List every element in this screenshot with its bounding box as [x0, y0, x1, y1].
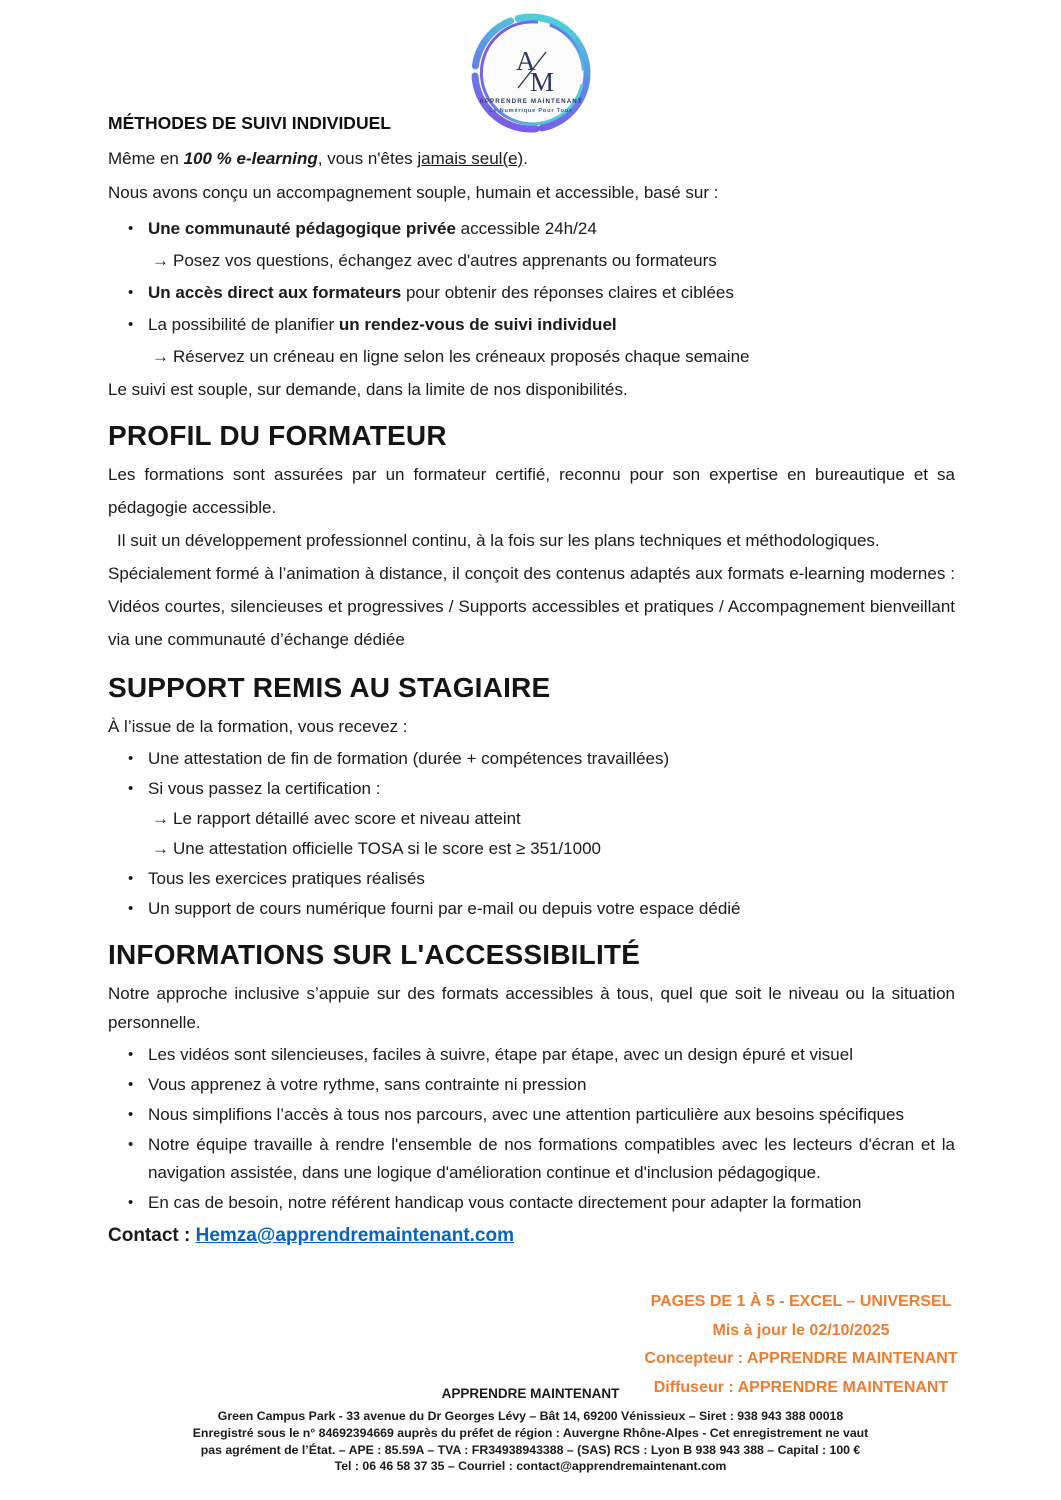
- suivi-intro-pre: Même en: [108, 149, 184, 168]
- bullet-icon: •: [128, 1106, 134, 1123]
- meta-diffuseur-line: Diffuseur : APPRENDRE MAINTENANT: [653, 1378, 949, 1396]
- suivi-b3-arrow-text: Réservez un créneau en ligne selon les créneaux proposés chaque semaine: [173, 347, 750, 366]
- list-item: [108, 310, 955, 339]
- list-item: [108, 745, 955, 773]
- support-b2-arrow2-text: Une attestation officielle TOSA si le score est ≥ 351/1000: [173, 839, 601, 858]
- suivi-b1-arrow-text: Posez vos questions, échangez avec d'autres apprenants ou formateurs: [173, 251, 717, 270]
- bullet-icon: •: [128, 780, 134, 797]
- bullet-icon: •: [128, 1194, 134, 1211]
- support-intro: À l’issue de la formation, vous recevez :: [108, 717, 408, 736]
- footer-contact-line: Tel : 06 46 58 37 35 – Courriel : contact@apprendremaintenant.com: [334, 1459, 727, 1474]
- list-item: [108, 1189, 955, 1217]
- suivi-b1-bold: Une communauté pédagogique privée: [148, 219, 456, 238]
- support-bullet-list: [108, 745, 955, 923]
- bullet-icon: •: [128, 750, 134, 767]
- bullet-icon: •: [128, 316, 134, 333]
- suivi-intro-emphasis: 100 % e-learning: [183, 149, 318, 168]
- bullet-icon: •: [128, 900, 134, 917]
- suivi-outro: Le suivi est souple, sur demande, dans la limite de nos disponibilités.: [108, 380, 628, 399]
- footer-registration-line: Enregistré sous le n° 84692394669 auprès du préfet de région : Auvergne Rhône-Alpes - Cet enregistrement ne vaut: [192, 1425, 869, 1440]
- list-subitem: [108, 835, 955, 863]
- meta-updated-line: Mis à jour le 02/10/2025: [712, 1321, 890, 1339]
- suivi-b3-bold: un rendez-vous de suivi individuel: [338, 315, 617, 334]
- brand-logo: [468, 10, 594, 136]
- access-bullet-list: [108, 1041, 955, 1217]
- logo-letter-a: A: [515, 46, 535, 76]
- contact-email-link[interactable]: Hemza@apprendremaintenant.com: [195, 1225, 514, 1246]
- access-intro: Notre approche inclusive s’appuie sur des formats accessibles à tous, quel que soit le niveau ou la situation personnelle.: [108, 984, 955, 1032]
- section-title-accessibilite: INFORMATIONS SUR L'ACCESSIBILITÉ: [108, 939, 641, 970]
- document-meta-block: [640, 1288, 962, 1402]
- page-footer: [0, 1386, 1061, 1475]
- support-b2-text: Si vous passez la certification :: [148, 779, 381, 798]
- bullet-icon: •: [128, 284, 134, 301]
- suivi-intro-line: [108, 142, 955, 176]
- arrow-right-icon: →: [152, 251, 169, 270]
- access-b5-text: En cas de besoin, notre référent handicap vous contacte directement pour adapter la formation: [148, 1193, 862, 1212]
- access-b4-text: Notre équipe travaille à rendre l'ensemble de nos formations compatibles avec les lecteurs d'écran et la navigation assistée, dans une logique d'amélioration continue et d'inclusion pédagogique.: [148, 1135, 955, 1182]
- list-item: [108, 1101, 955, 1129]
- logo-name: APPRENDRE MAINTENANT: [478, 98, 583, 105]
- support-b1-text: Une attestation de fin de formation (durée + compétences travaillées): [148, 749, 670, 768]
- list-item: [108, 895, 955, 923]
- contact-line: [108, 1223, 955, 1249]
- logo-tagline: Le Numérique Pour Tous: [488, 108, 573, 114]
- access-b2-text: Vous apprenez à votre rythme, sans contrainte ni pression: [148, 1075, 587, 1094]
- list-item: [108, 278, 955, 307]
- suivi-intro-underlined: jamais seul(e): [417, 149, 524, 168]
- list-item: [108, 1071, 955, 1099]
- suivi-b2-rest: pour obtenir des réponses claires et ciblées: [401, 283, 734, 302]
- document-body: [0, 112, 1061, 1249]
- access-b3-text: Nous simplifions l’accès à tous nos parcours, avec une attention particulière aux besoins spécifiques: [148, 1105, 904, 1124]
- suivi-b1-rest: accessible 24h/24: [455, 219, 597, 238]
- arrow-right-icon: →: [152, 839, 169, 858]
- list-subitem: [108, 805, 955, 833]
- meta-concepteur-line: Concepteur : APPRENDRE MAINTENANT: [644, 1350, 958, 1367]
- footer-address-line: Green Campus Park - 33 avenue du Dr Georges Lévy – Bât 14, 69200 Vénissieux – Siret : 938 943 388 00018: [217, 1409, 844, 1423]
- list-subitem: [108, 246, 955, 275]
- section-title-profil: PROFIL DU FORMATEUR: [108, 420, 447, 451]
- suivi-b3-pre: La possibilité de planifier: [148, 315, 339, 334]
- list-item: [108, 775, 955, 803]
- profil-paragraph-3: Spécialement formé à l’animation à distance, il conçoit des contenus adaptés aux formats e-learning modernes : Vidéos courtes, silencieuses et progressives / Supports accessibles et pratiques / Accompagnement bienveillant via une communauté d’échange dédiée: [108, 564, 955, 649]
- section-title-support: SUPPORT REMIS AU STAGIAIRE: [108, 672, 551, 703]
- section-title-suivi: MÉTHODES DE SUIVI INDIVIDUEL: [108, 113, 391, 133]
- suivi-intro-mid: , vous n'êtes: [317, 149, 418, 168]
- list-item: [108, 1131, 955, 1187]
- arrow-right-icon: →: [152, 347, 169, 366]
- support-b4-text: Un support de cours numérique fourni par e-mail ou depuis votre espace dédié: [148, 899, 741, 918]
- bullet-icon: •: [128, 1136, 134, 1153]
- access-b1-text: Les vidéos sont silencieuses, faciles à suivre, étape par étape, avec un design épuré et visuel: [148, 1045, 853, 1064]
- footer-company-name: APPRENDRE MAINTENANT: [441, 1386, 620, 1401]
- logo-letter-m: M: [529, 67, 554, 97]
- list-item: [108, 1041, 955, 1069]
- profil-paragraph-1: Les formations sont assurées par un formateur certifié, reconnu pour son expertise en bureautique et sa pédagogie accessible.: [108, 465, 955, 517]
- suivi-intro-end: .: [523, 149, 528, 168]
- support-b2-arrow1-text: Le rapport détaillé avec score et niveau atteint: [173, 809, 521, 828]
- bullet-icon: •: [128, 1076, 134, 1093]
- bullet-icon: •: [128, 870, 134, 887]
- list-item: [108, 865, 955, 893]
- meta-pages-line: PAGES DE 1 À 5 - EXCEL – UNIVERSEL: [650, 1293, 952, 1310]
- footer-legal-line: pas agrément de l’État. – APE : 85.59A – TVA : FR34938943388 – (SAS) RCS : Lyon B 938 943 388 – Capital : 100 €: [200, 1442, 861, 1457]
- contact-label: Contact :: [108, 1225, 196, 1246]
- suivi-bullet-list: [108, 214, 955, 371]
- support-b3-text: Tous les exercices pratiques réalisés: [148, 869, 425, 888]
- profil-paragraph-2: Il suit un développement professionnel continu, à la fois sur les plans techniques et méthodologiques.: [117, 531, 880, 550]
- list-subitem: [108, 342, 955, 371]
- arrow-right-icon: →: [152, 809, 169, 828]
- list-item: [108, 214, 955, 243]
- bullet-icon: •: [128, 220, 134, 237]
- bullet-icon: •: [128, 1046, 134, 1063]
- suivi-b2-bold: Un accès direct aux formateurs: [148, 283, 402, 302]
- brand-logo-graphic: [468, 10, 594, 136]
- suivi-intro-line2: Nous avons conçu un accompagnement souple, humain et accessible, basé sur :: [108, 183, 719, 202]
